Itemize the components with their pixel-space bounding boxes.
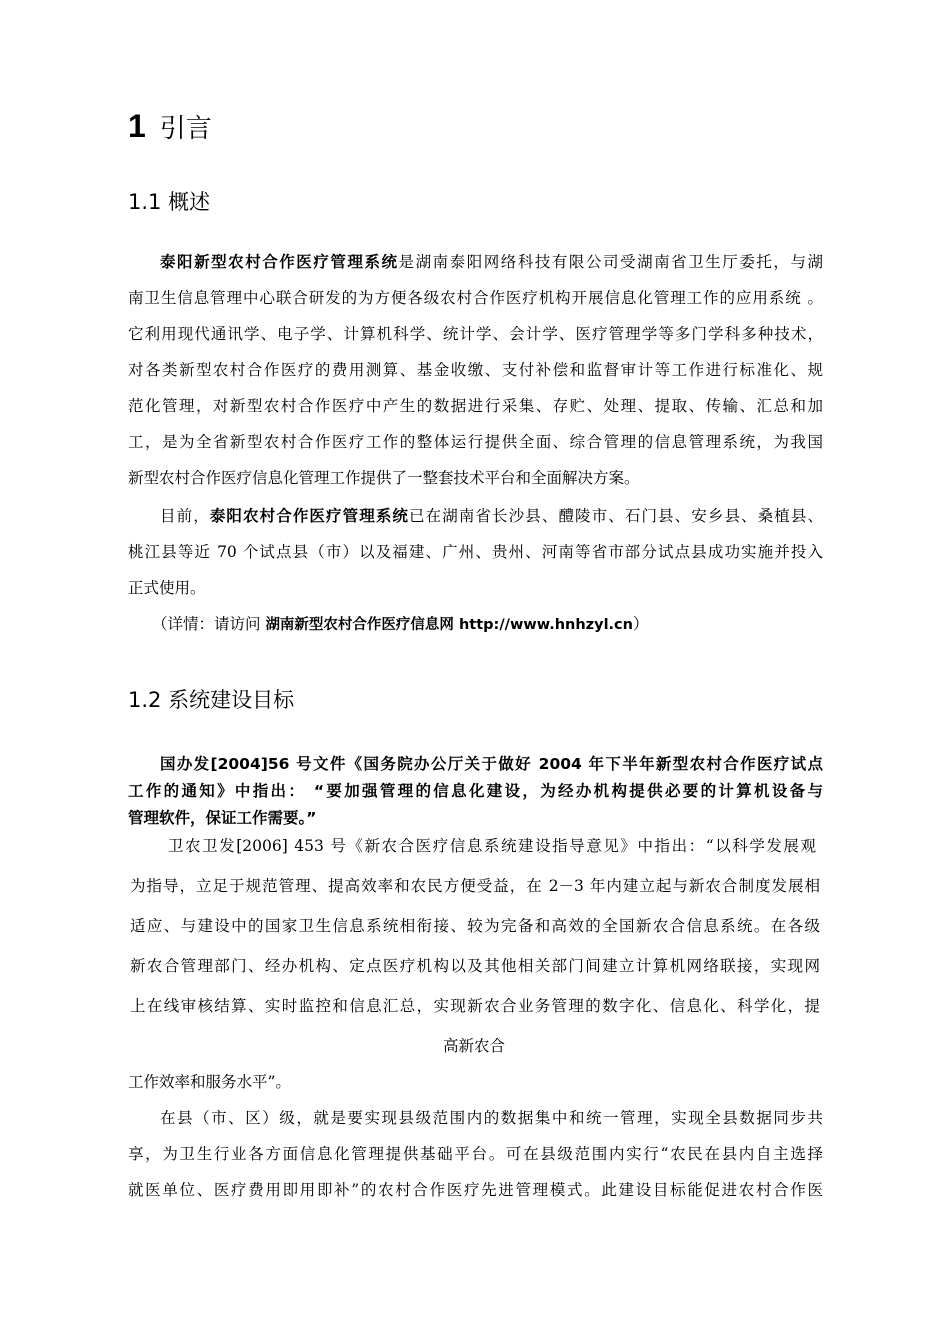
chapter-title: 引言	[159, 114, 212, 144]
para1-bold-name: 泰阳新型农村合作医疗管理系统	[160, 253, 399, 271]
para4-line6: 高新农合	[443, 1037, 506, 1055]
para3-line3: 管理软件，保证工作需要。”	[128, 809, 317, 827]
para2-line3: 正式使用。	[128, 579, 206, 597]
para1-line5: 范化管理，对新型农村合作医疗中产生的数据进行采集、存贮、处理、提取、传输、汇总和加	[128, 397, 823, 415]
para5-line2: 享，为卫生行业各方面信息化管理提供基础平台。可在县级范围内实行“农民在县内自主选择	[128, 1145, 823, 1163]
para4-line7: 工作效率和服务水平”。	[128, 1073, 291, 1091]
para2-bold-name: 泰阳农村合作医疗管理系统	[209, 507, 410, 525]
para1-line4: 对各类新型农村合作医疗的费用测算、基金收缴、支付补偿和监督审计等工作进行标准化、规	[128, 361, 823, 379]
para3-line1: 国办发[2004]56 号文件《国务院办公厅关于做好 2004 年下半年新型农村合作医疗试点	[160, 755, 823, 773]
para4-line2: 为指导，立足于规范管理、提高效率和农民方便受益，在 2－3 年内建立起与新农合制度发展相	[130, 877, 820, 895]
detail-line: （详情：请访问 湖南新型农村合作医疗信息网 http://www.hnhzyl.cn）	[152, 615, 649, 633]
para4-line4: 新农合管理部门、经办机构、定点医疗机构以及其他相关部门间建立计算机网络联接，实现网	[130, 957, 820, 975]
para2-line2: 桃江县等近 70 个试点县（市）以及福建、广州、贵州、河南等省市部分试点县成功实施并投入	[128, 543, 823, 561]
para2-line1: 目前，泰阳农村合作医疗管理系统已在湖南省长沙县、醴陵市、石门县、安乡县、桑植县、	[160, 507, 823, 525]
para4-line5: 上在线审核结算、实时监控和信息汇总，实现新农合业务管理的数字化、信息化、科学化，提	[130, 997, 820, 1015]
chapter-heading	[128, 108, 212, 145]
para5-line1: 在县（市、区）级，就是要实现县级范围内的数据集中和统一管理，实现全县数据同步共	[160, 1109, 823, 1127]
para1-line2: 南卫生信息管理中心联合研发的为方便各级农村合作医疗机构开展信息化管理工作的应用系统 。	[128, 289, 823, 307]
section-heading-goals: 1.2 系统建设目标	[128, 688, 295, 712]
para1-line6: 工，是为全省新型农村合作医疗工作的整体运行提供全面、综合管理的信息管理系统，为我国	[128, 433, 823, 451]
para4-line1: 卫农卫发[2006] 453 号《新农合医疗信息系统建设指导意见》中指出：“以科学发展观	[168, 837, 816, 855]
website-link[interactable]: 湖南新型农村合作医疗信息网 http://www.hnhzyl.cn	[265, 617, 633, 633]
section-heading-overview: 1.1 概述	[128, 190, 211, 214]
para4-line3: 适应、与建设中的国家卫生信息系统相衔接、较为完备和高效的全国新农合信息系统。在各级	[130, 917, 820, 935]
para1-line7: 新型农村合作医疗信息化管理工作提供了一整套技术平台和全面解决方案。	[128, 469, 640, 487]
para1-line3: 它利用现代通讯学、电子学、计算机科学、统计学、会计学、医疗管理学等多门学科多种技术，	[128, 325, 823, 343]
para3-line2: 工作的通知》中指出： “要加强管理的信息化建设，为经办机构提供必要的计算机设备与	[128, 782, 823, 800]
para5-line3: 就医单位、医疗费用即用即补”的农村合作医疗先进管理模式。此建设目标能促进农村合作医	[128, 1181, 823, 1199]
para1-line1: 泰阳新型农村合作医疗管理系统是湖南泰阳网络科技有限公司受湖南省卫生厅委托，与湖	[160, 253, 823, 271]
chapter-number: 1	[128, 108, 146, 144]
